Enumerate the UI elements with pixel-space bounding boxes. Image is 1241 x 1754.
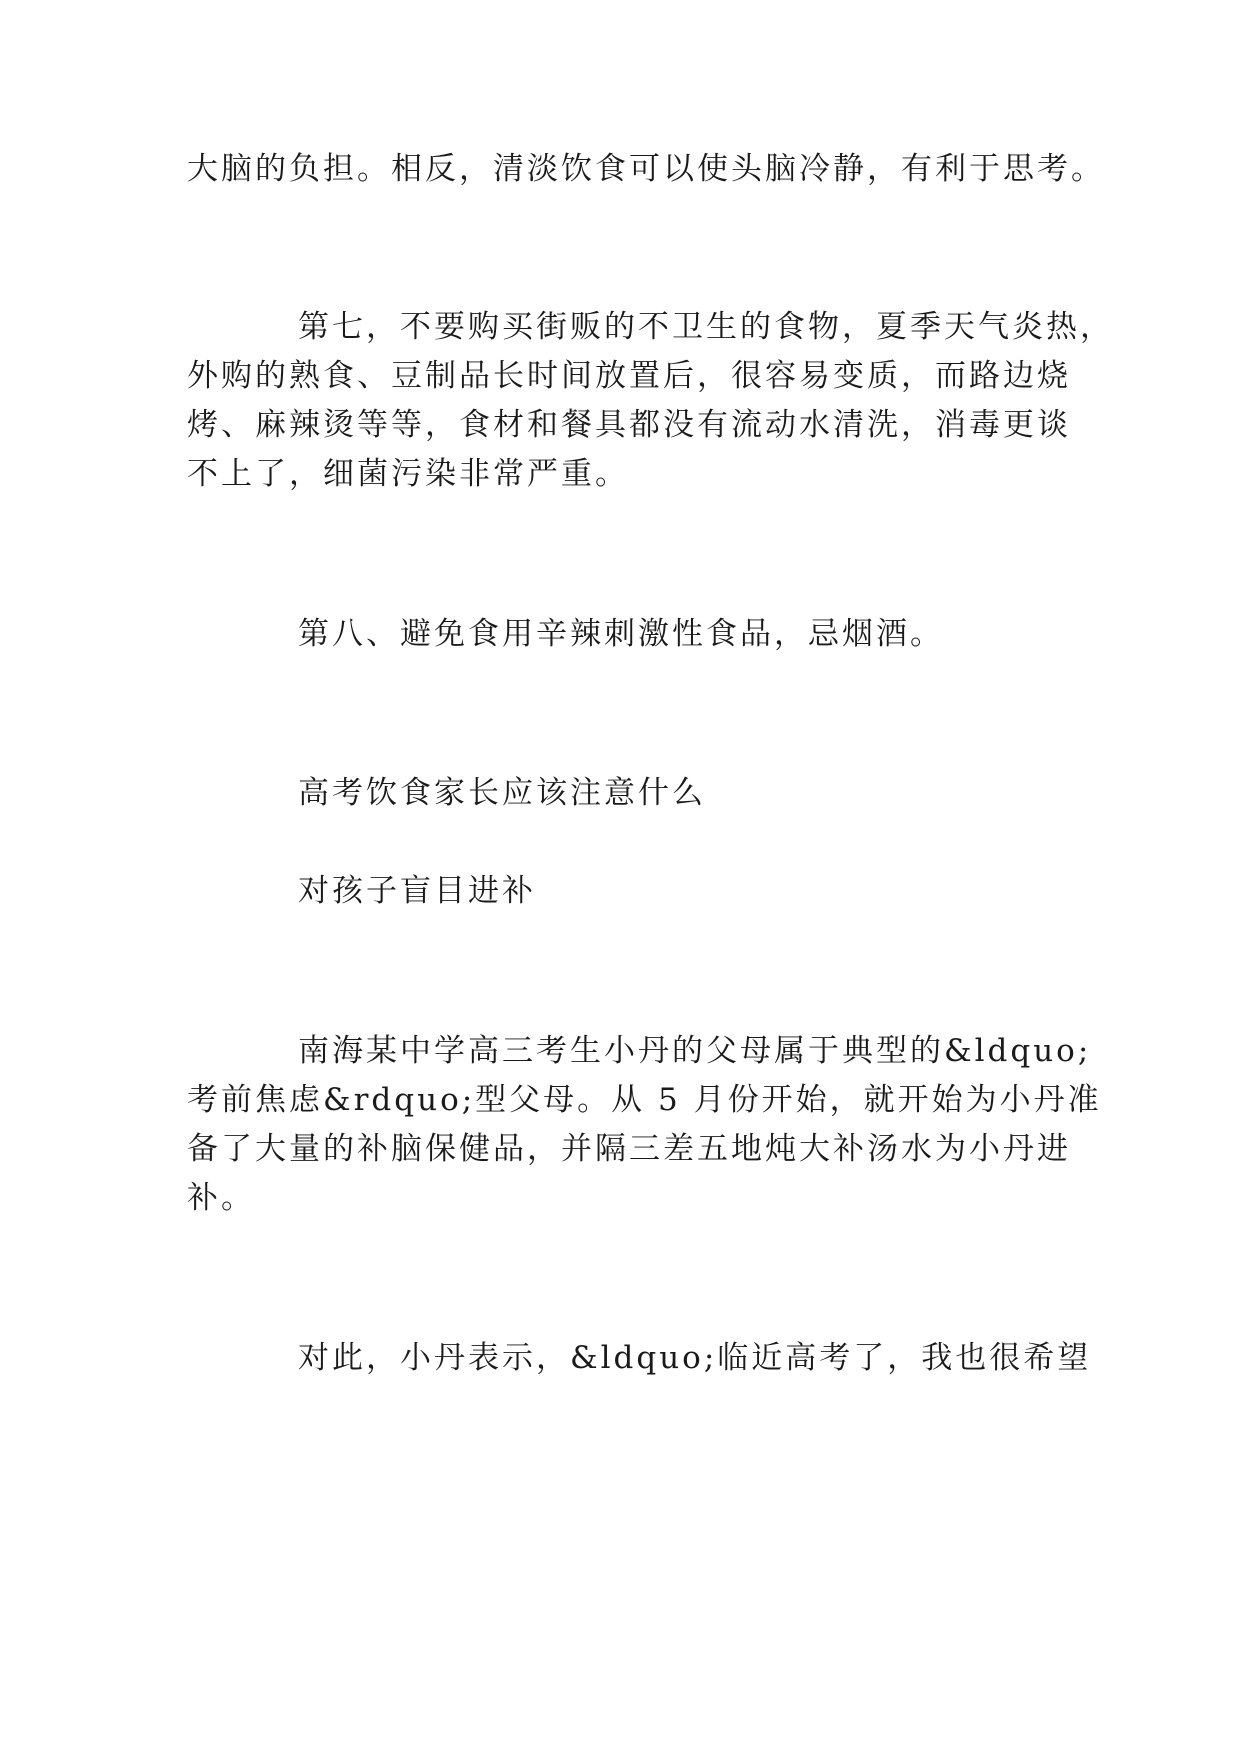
paragraph-line: 第八、避免食用辛辣刺激性食品，忌烟酒。 (298, 616, 944, 652)
section-heading: 高考饮食家长应该注意什么 (298, 775, 706, 811)
paragraph-line: 不上了，细菌污染非常严重。 (187, 456, 629, 492)
paragraph-line: 南海某中学高三考生小丹的父母属于典型的&ldquo; (298, 1033, 1092, 1069)
section-subheading: 对孩子盲目进补 (298, 873, 536, 909)
paragraph-line: 对此，小丹表示，&ldquo;临近高考了，我也很希望 (298, 1340, 1092, 1376)
paragraph-line: 大脑的负担。相反，清淡饮食可以使头脑冷静，有利于思考。 (187, 151, 1105, 187)
paragraph-line: 备了大量的补脑保健品，并隔三差五地炖大补汤水为小丹进 (187, 1131, 1071, 1167)
paragraph-line: 烤、麻辣烫等等，食材和餐具都没有流动水清洗，消毒更谈 (187, 407, 1071, 443)
paragraph-line: 考前焦虑&rdquo;型父母。从 5 月份开始，就开始为小丹准 (187, 1082, 1102, 1118)
paragraph-line: 外购的熟食、豆制品长时间放置后，很容易变质，而路边烧 (187, 358, 1071, 394)
paragraph-line: 第七，不要购买街贩的不卫生的食物，夏季天气炎热， (298, 309, 1114, 345)
paragraph-line: 补。 (187, 1180, 255, 1216)
